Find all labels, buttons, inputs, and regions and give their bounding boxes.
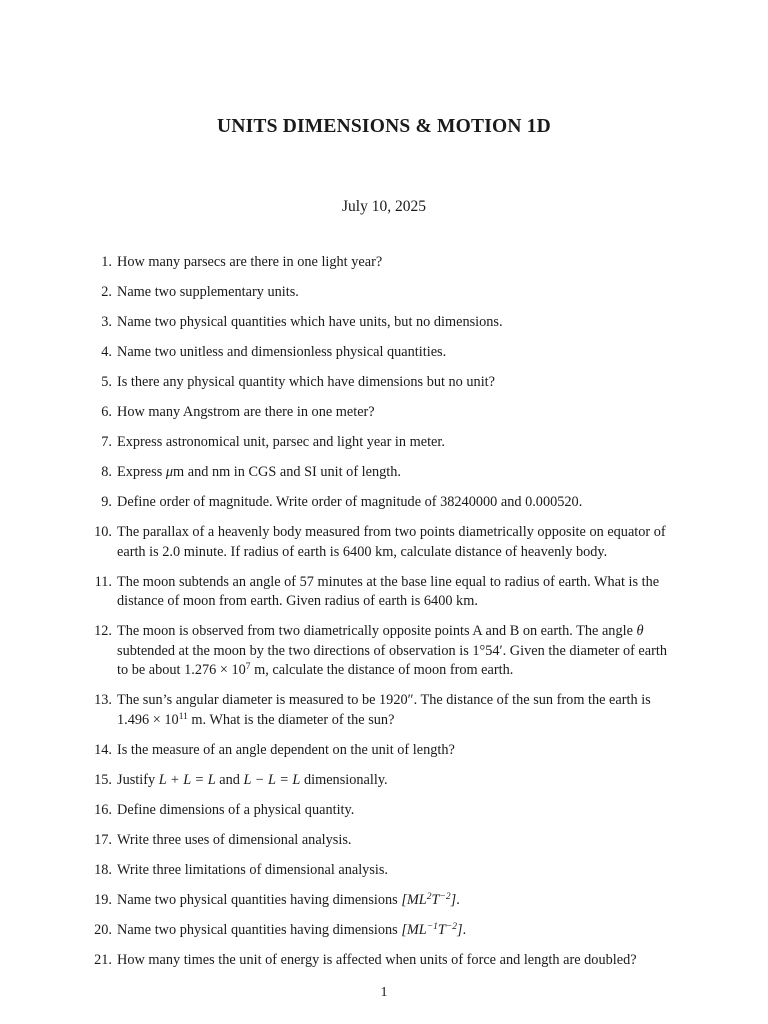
document-title: UNITS DIMENSIONS & MOTION 1D [217, 116, 551, 137]
question-number: 5. [101, 374, 112, 390]
list-item [0, 771, 768, 791]
list-item [0, 891, 768, 911]
document-date: July 10, 2025 [342, 198, 426, 215]
question-number: 21. [94, 951, 112, 968]
question-text: How many times the unit of energy is affected when units of force and length are doubled? [117, 951, 637, 968]
math-theta-symbol: θ [636, 623, 644, 639]
exponent: −2 [445, 921, 458, 932]
question-text: Is there any physical quantity which have dimensions but no unit? [117, 374, 495, 390]
list-item [0, 691, 768, 730]
question-text-part: m and nm in CGS and SI unit of length. [173, 464, 401, 480]
question-number: 6. [101, 404, 112, 420]
question-text: Write three limitations of dimensional analysis. [117, 861, 389, 878]
exponent: 2 [426, 891, 432, 902]
list-item [0, 861, 768, 881]
question-number: 12. [94, 623, 112, 639]
list-item [0, 801, 768, 821]
question-list [0, 253, 768, 981]
dimension-part: ] [457, 921, 463, 938]
exponent: −2 [439, 891, 451, 902]
question-number: 3. [101, 314, 112, 330]
list-item [0, 283, 768, 303]
math-mu-symbol: μ [165, 464, 174, 480]
question-text-part: The sun’s angular diameter is measured to be 1920″. The distance of the sun from the earth is 1.496 × 10 [117, 692, 651, 728]
list-item [0, 921, 768, 941]
question-text: Name two unitless and dimensionless physical quantities. [117, 344, 447, 360]
list-item [0, 463, 768, 483]
question-text-part: . [456, 891, 460, 908]
question-number: 15. [94, 771, 112, 788]
question-text-part: Express [117, 464, 166, 480]
question-number: 19. [94, 891, 112, 908]
question-number: 20. [94, 921, 112, 938]
question-number: 17. [94, 831, 112, 848]
question-text-part: Name two physical quantities having dimensions [117, 891, 402, 908]
math-dimension [401, 892, 456, 908]
question-text-part: dimensionally. [300, 771, 388, 788]
exponent: 11 [178, 711, 188, 722]
question-text [117, 921, 672, 941]
list-item [0, 313, 768, 333]
dimension-part: [ML [401, 891, 427, 908]
question-text-part: m, calculate the distance of moon from earth. [250, 662, 514, 678]
question-number: 16. [94, 801, 112, 818]
question-text: Write three uses of dimensional analysis. [117, 831, 352, 848]
question-text: Define order of magnitude. Write order of magnitude of 38240000 and 0.000520. [117, 494, 583, 510]
math-equation: L + L = L [158, 771, 216, 788]
question-text: Define dimensions of a physical quantity. [117, 801, 355, 818]
dimension-part: ] [450, 891, 457, 908]
list-item [0, 373, 768, 393]
question-text [117, 622, 672, 681]
question-text-part: . [462, 921, 467, 938]
question-number: 11. [94, 573, 112, 590]
list-item [0, 831, 768, 851]
question-text: Is the measure of an angle dependent on the unit of length? [117, 741, 455, 758]
question-text: The moon subtends an angle of 57 minutes at the base line equal to radius of earth. What is the distance of moon from earth. Given radius of earth is 6400 km. [117, 573, 660, 609]
question-text [117, 691, 672, 730]
question-number: 4. [101, 344, 112, 360]
question-text: How many Angstrom are there in one meter? [117, 404, 375, 420]
question-text: The parallax of a heavenly body measured from two points diametrically opposite on equator of earth is 2.0 minute. If radius of earth is 6400 km, calculate distance of heavenly body. [117, 524, 666, 560]
list-item [0, 951, 768, 971]
math-equation: L − L = L [243, 771, 301, 788]
question-text: How many parsecs are there in one light year? [117, 254, 383, 270]
question-number: 7. [101, 434, 112, 450]
list-item [0, 573, 768, 612]
list-item [0, 343, 768, 363]
question-number: 9. [101, 494, 112, 510]
page-number: 1 [380, 985, 388, 1000]
question-number: 18. [94, 861, 112, 878]
question-text-part: Justify [117, 771, 159, 788]
list-item [0, 253, 768, 273]
question-text-part: Name two physical quantities having dimensions [117, 921, 402, 938]
question-text-part: The moon is observed from two diametrically opposite points A and B on earth. The angle [117, 623, 637, 639]
question-text: Express astronomical unit, parsec and light year in meter. [117, 434, 445, 450]
question-number: 13. [94, 692, 112, 708]
question-number: 14. [94, 741, 112, 758]
list-item [0, 403, 768, 423]
question-text-part: and [215, 771, 244, 788]
dimension-part: T [431, 891, 440, 908]
list-item [0, 493, 768, 513]
exponent: 7 [245, 662, 251, 672]
question-text [117, 463, 672, 483]
math-dimension [401, 922, 462, 938]
list-item [0, 523, 768, 562]
question-number: 8. [101, 464, 112, 480]
dimension-part: T [437, 921, 446, 938]
question-text: Name two supplementary units. [117, 284, 299, 300]
question-text: Name two physical quantities which have units, but no dimensions. [117, 314, 503, 330]
question-number: 1. [101, 254, 112, 270]
question-number: 10. [94, 524, 112, 540]
list-item [0, 433, 768, 453]
question-text-part: m. What is the diameter of the sun? [187, 711, 395, 728]
list-item [0, 622, 768, 681]
question-text [117, 771, 672, 791]
dimension-part: [ML [401, 921, 427, 938]
question-number: 2. [101, 284, 112, 300]
question-text-part: subtended at the moon by the two directions of observation is 1°54′. Given the diameter of earth to be about 1.276 × 10 [117, 642, 668, 678]
question-text [117, 891, 672, 911]
exponent: −1 [426, 921, 438, 932]
list-item [0, 741, 768, 761]
